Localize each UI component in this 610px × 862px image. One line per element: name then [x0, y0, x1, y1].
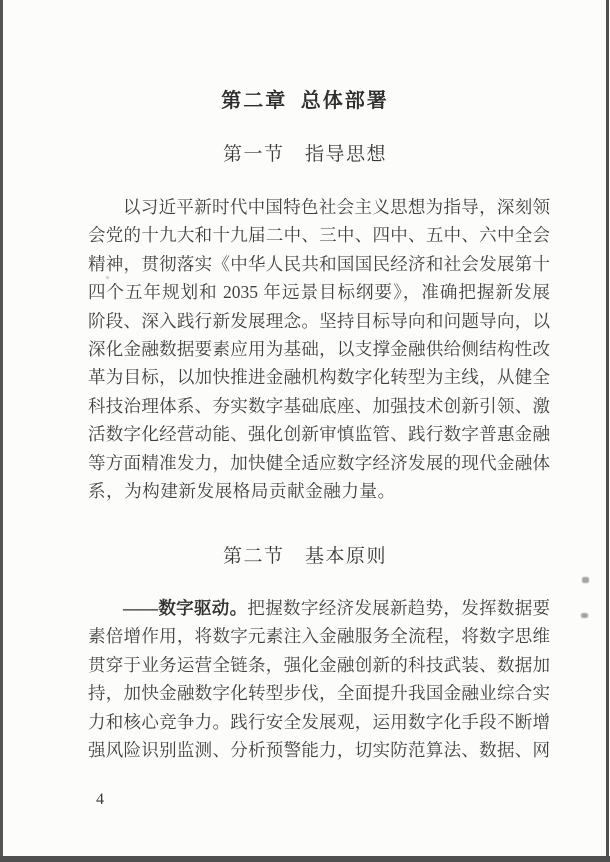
text-line: 革为目标，以加快推进金融机构数字化转型为主线，从健全: [88, 367, 550, 388]
text-line: 精神，贯彻落实《中华人民共和国国民经济和社会发展第十: [88, 253, 550, 274]
text-line: 系，为构建新发展格局贡献金融力量。: [88, 480, 396, 501]
text-line: [88, 594, 550, 622]
section-2-title: 第二节 基本原则: [222, 546, 387, 567]
text-line: 贯穿于业务运营全链条，强化金融创新的科技武装、数据加: [88, 654, 550, 675]
text-line: 强风险识别监测、分析预警能力，切实防范算法、数据、网: [88, 739, 550, 760]
text-line: 深化金融数据要素应用为基础，以支撑金融供给侧结构性改: [88, 338, 550, 359]
text-line: 活数字化经营动能、强化创新审慎监管、践行数字普惠金融: [88, 424, 550, 445]
text-line: 科技治理体系、夯实数字基础底座、加强技术创新引领、激: [88, 395, 550, 416]
text-line: 持，加快金融数字化转型步伐，全面提升我国金融业综合实: [88, 683, 550, 704]
paragraph-basic-principles: [88, 594, 550, 764]
text-line: 阶段、深入践行新发展理念。坚持目标导向和问题导向，以: [88, 310, 550, 331]
scan-smudge: [582, 577, 589, 583]
text-line: 素倍增作用，将数字元素注入金融服务全流程，将数字思维: [88, 626, 550, 647]
text-line: 四个五年规划和 2035 年远景目标纲要》，准确把握新发展: [88, 282, 550, 303]
chapter-title: 第二章 总体部署: [221, 90, 389, 112]
paragraph-guiding-ideology: [88, 193, 550, 505]
principle-lead-digital-drive: ——数字驱动。: [123, 598, 248, 618]
scan-edge-right: [606, 0, 609, 862]
text-line-rest: 把握数字经济发展新趋势，发挥数据要: [247, 598, 551, 618]
scan-smudge: [581, 613, 588, 618]
text-line: 会党的十九大和十九届二中、三中、四中、五中、六中全会: [88, 225, 550, 246]
text-line: 等方面精准发力，加快健全适应数字经济发展的现代金融体: [88, 452, 550, 473]
text-line: 以习近平新时代中国特色社会主义思想为指导，深刻领: [123, 197, 550, 217]
page-number: 4: [96, 791, 104, 808]
text-line: 力和核心竞争力。践行安全发展观，运用数字化手段不断增: [88, 711, 550, 732]
section-1-title: 第一节 指导思想: [222, 144, 387, 165]
scan-edge-left: [0, 0, 3, 862]
scan-edge-bottom: [0, 856, 610, 862]
